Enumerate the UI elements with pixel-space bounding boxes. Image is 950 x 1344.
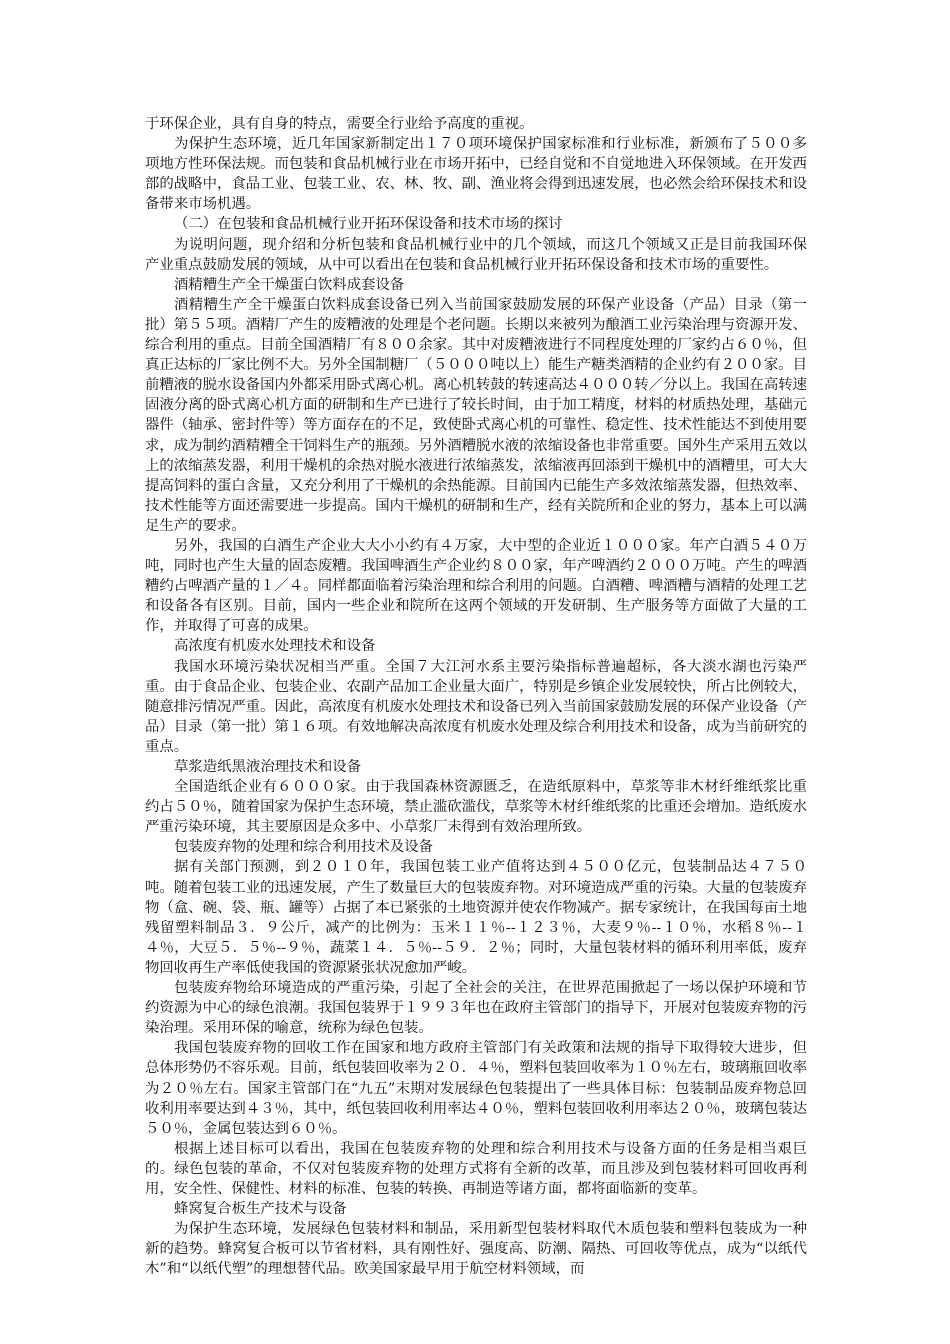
paragraph-liquor-beer: 另外，我国的白酒生产企业大大小小约有４万家，大中型的企业近１０００家。年产白酒５４０万吨，同时也产生大量的固态废糟。我国啤酒生产企业约８００家，年产啤酒约２０００万吨。产生的啤酒糟约占啤酒产量的１／４。同样都面临着污染治理和综合利用的问题。白酒糟、啤酒糟与酒精的处理工艺和设备各有区别。目前，国内一些企业和院所在这两个领域的开发研制、生产服务等方面做了大量的工作，并取得了可喜的成果。 [145, 537, 807, 635]
document-page [145, 114, 807, 1279]
paragraph-alcohol-residue: 酒精糟生产全干燥蛋白饮料成套设备已列入当前国家鼓励发展的环保产业设备（产品）目录（第一批）第５５项。酒精厂产生的废糟液的处理是个老问题。长期以来被列为酿酒工业污染治理与资源开发、综合利用的重点。目前全国酒精厂有８００余家。其中对废糟液进行不同程度处理的厂家约占６０％，但真正达标的厂家比例不大。另外全国制糖厂（５０００吨以上）能生产糖类酒精的企业约有２００家。目前糟液的脱水设备国内外都采用卧式离心机。离心机转鼓的转速高达４０００转／分以上。我国在高转速固液分离的卧式离心机方面的研制和生产已进行了较长时间，由于加工精度，材料的材质热处理，基础元器件（轴承、密封件等）等方面存在的不足，致使卧式离心机的可靠性、稳定性、技术性能达不到使用要求，成为制约酒精糟全干饲料生产的瓶颈。另外酒糟脱水液的浓缩设备也非常重要。国外生产采用五效以上的浓缩蒸发器，利用干燥机的余热对脱水液进行浓缩蒸发，浓缩液再回添到干燥机中的酒糟里，可大大提高饲料的蛋白含量，又充分利用了干燥机的余热能源。目前国内已能生产多效浓缩蒸发器，但热效率、技术性能等方面还需要进一步提高。国内干燥机的研制和生产，经有关院所和企业的努力，基本上可以满足生产的要求。 [145, 296, 807, 534]
subheading-alcohol-residue: 酒精糟生产全干燥蛋白饮料成套设备 [174, 276, 405, 293]
paragraph-black-liquor: 全国造纸企业有６０００家。由于我国森林资源匮乏，在造纸原料中，草浆等非木材纤维纸浆比重约占５０％，随着国家为保护生态环境，禁止滥砍滥伐，草浆等木材纤维纸浆的比重还会增加。造纸废水严重污染环境，其主要原因是众多中、小草浆厂未得到有效治理所致。 [145, 779, 807, 836]
paragraph-green-packaging: 包装废弃物给环境造成的严重污染，引起了全社会的关注，在世界范围掀起了一场以保护环境和节约资源为中心的绿色浪潮。我国包装界于１９９３年也在政府主管部门的指导下，开展对包装废弃物的污染治理。采用环保的喻意，统称为绿色包装。 [145, 980, 807, 1037]
subheading-organic-wastewater: 高浓度有机废水处理技术和设备 [174, 638, 376, 655]
paragraph-honeycomb-board: 为保护生态环境，发展绿色包装材料和制品，采用新型包装材料取代木质包装和塑料包装成为一种新的趋势。蜂窝复合板可以节省材料，具有刚性好、强度高、防潮、隔热、可回收等优点，成为“以纸代木”和“以纸代塑”的理想替代品。欧美国家最早用于航空材料领域，而 [145, 1221, 807, 1278]
subheading-black-liquor: 草浆造纸黑液治理技术和设备 [174, 759, 362, 775]
paragraph-continued-text: 于环保企业，具有自身的特点，需要全行业给予高度的重视。 [145, 116, 534, 132]
paragraph-organic-wastewater: 我国水环境污染状况相当严重。全国７大江河水系主要污染指标普遍超标，各大淡水湖也污染严重。由于食品企业、包装企业、农副产品加工企业量大面广，特别是乡镇企业发展较快，所占比例较大，随意排污情况严重。因此，高浓度有机废水处理技术和设备已列入当前国家鼓励发展的环保产业设备（产品）目录（第一批）第１６项。有效地解决高浓度有机废水处理及综合利用技术和设备，成为当前研究的重点。 [145, 658, 807, 755]
paragraph-recycling-rates: 我国包装废弃物的回收工作在国家和地方政府主管部门有关政策和法规的指导下取得较大进步，但总体形势仍不容乐观。目前，纸包装回收率为２０．４％，塑料包装回收率为１０％左右，玻璃瓶回收率为２０％左右。国家主管部门在“九五”末期对发展绿色包装提出了一些具体目标：包装制品废弃物总回收利用率要达到４３％，其中，纸包装回收利用率达４０％，塑料包装回收利用率达２０％，玻璃包装达５０％，金属包装达到６０％。 [145, 1040, 807, 1137]
paragraph-intro: 为说明问题，现介绍和分析包装和食品机械行业中的几个领域，而这几个领域又正是目前我国环保产业重点鼓励发展的领域，从中可以看出在包装和食品机械行业开拓环保设备和技术市场的重要性。 [145, 236, 807, 273]
paragraph-regulations: 为保护生态环境，近几年国家新制定出１７０项环境保护国家标准和行业标准，新颁布了５００多项地方性环保法规。而包装和食品机械行业在市场开拓中，已经自觉和不自觉地进入环保领域。在开发西部的战略中，食品工业、包装工业、农、林、牧、副、渔业将会得到迅速发展，也必然会给环保技术和设备带来市场机遇。 [145, 136, 807, 213]
paragraph-tasks: 根据上述目标可以看出，我国在包装废弃物的处理和综合利用技术与设备方面的任务是相当艰巨的。绿色包装的革命，不仅对包装废弃物的处理方式将有全新的改革，而且涉及到包装材料可回收再利用，安全性、保健性、材料的标准、包装的转换、再制造等诸方面，都将面临新的变革。 [145, 1140, 807, 1197]
subheading-honeycomb-board: 蜂窝复合板生产技术与设备 [174, 1201, 347, 1218]
section-heading-2: （二）在包装和食品机械行业开拓环保设备和技术市场的探讨 [174, 216, 563, 233]
subheading-packaging-waste: 包装废弃物的处理和综合利用技术及设备 [174, 839, 434, 856]
paragraph-packaging-forecast: 据有关部门预测，到２０１０年，我国包装工业产值将达到４５００亿元，包装制品达４７５０吨。随着包装工业的迅速发展，产生了数量巨大的包装废弃物。对环境造成严重的污染。大量的包装废弃物（盒、碗、袋、瓶、罐等）占据了本已紧张的土地资源并使农作物减产。据专家统计，在我国每亩土地残留塑料制品３．９公斤，减产的比例为：玉米１１％--１２３％，大麦９％--１０％，水稻８％--１４％，大豆５．５％--９％，蔬菜１４．５％--５９．２％；同时，大量包装材料的循环利用率低，废弃物回收再生产率低使我国的资源紧张状况愈加严峻。 [145, 859, 807, 976]
